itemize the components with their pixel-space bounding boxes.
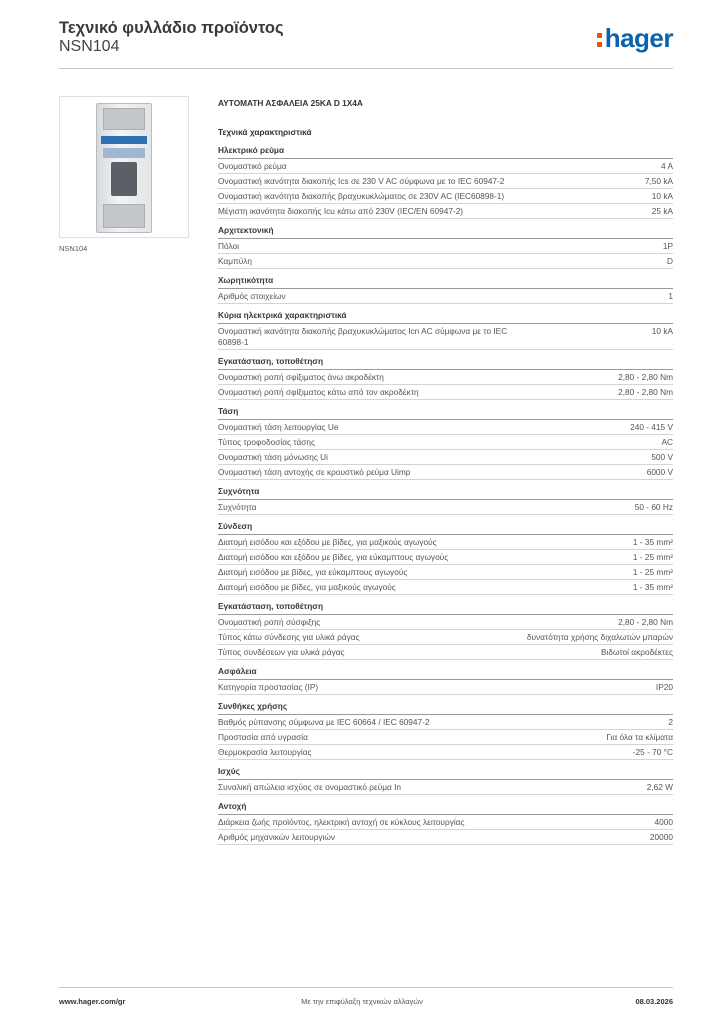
- spec-row: [218, 289, 673, 304]
- spec-label: Ονομαστική ικανότητα διακοπής βραχυκυκλώματος σε 230V AC (IEC60898-1): [218, 191, 505, 201]
- spec-row: [218, 780, 673, 795]
- image-caption: NSN104: [59, 244, 88, 253]
- spec-label: Καμπύλη: [218, 256, 253, 266]
- spec-content: [218, 96, 673, 845]
- spec-group-title: Τάση: [218, 406, 673, 420]
- spec-group: [218, 356, 673, 400]
- spec-value: Για όλα τα κλίματα: [606, 731, 673, 742]
- document-title: Τεχνικό φυλλάδιο προϊόντος: [59, 19, 284, 37]
- spec-value: 4000: [654, 816, 673, 827]
- footer-divider: [59, 987, 673, 988]
- spec-group: [218, 406, 673, 480]
- spec-group: [218, 225, 673, 269]
- footer-website: www.hager.com/gr: [59, 997, 126, 1006]
- spec-value: 6000 V: [646, 466, 673, 477]
- spec-group-title: Ασφάλεια: [218, 666, 673, 680]
- spec-group: [218, 666, 673, 695]
- spec-value: -25 - 70 °C: [632, 746, 673, 757]
- spec-label: Ονομαστική ροπή σφίξιματος κάτω από τον ακροδέκτη: [218, 386, 419, 397]
- spec-label: Τύπος κάτω σύνδεσης για υλικά ράγας: [218, 631, 360, 642]
- spec-row: [218, 189, 673, 204]
- spec-label: Συχνότητα: [218, 501, 257, 512]
- spec-row: [218, 465, 673, 480]
- spec-label: Μέγιστη ικανότητα διακοπής Icu κάτω από 230V (IEC/EN 60947-2): [218, 206, 464, 216]
- spec-label: Θερμοκρασία λειτουργίας: [218, 746, 312, 757]
- spec-row: [218, 385, 673, 400]
- spec-row: [218, 450, 673, 465]
- spec-label: Ονομαστικό ρεύμα: [218, 161, 287, 171]
- page-header: [59, 18, 673, 70]
- spec-label: Συναλική απώλεια ισχύος σε ονομαστικό ρεύμα In: [218, 781, 402, 792]
- spec-row: [218, 204, 673, 219]
- spec-value: AC: [661, 436, 673, 447]
- logo-text: hager: [604, 23, 673, 53]
- spec-label: Βαθμός ρύπανσης σύμφωνα με IEC 60664 / IEC 60947-2: [218, 716, 430, 727]
- spec-group: [218, 801, 673, 845]
- spec-value: 2,80 - 2,80 Nm: [618, 371, 673, 382]
- spec-group: [218, 701, 673, 760]
- spec-row: [218, 435, 673, 450]
- spec-row: [218, 830, 673, 845]
- spec-group-title: Συνθήκες χρήσης: [218, 701, 673, 715]
- spec-value: 2,62 W: [646, 781, 673, 792]
- spec-value: D: [667, 256, 673, 266]
- spec-row: [218, 630, 673, 645]
- spec-value: 1 - 35 mm²: [632, 581, 673, 592]
- spec-row: [218, 500, 673, 515]
- circuit-breaker-illustration: [96, 103, 152, 233]
- spec-group-title: Ισχύς: [218, 766, 673, 780]
- hager-logo: [597, 25, 673, 51]
- spec-value: IP20: [655, 681, 673, 692]
- spec-group: [218, 521, 673, 595]
- spec-value: Βιδωτοί ακροδέκτες: [601, 646, 673, 657]
- spec-value: 500 V: [651, 451, 673, 462]
- spec-label: Ονομαστική ικανότητα διακοπής βραχυκυκλώματος Icn AC σύμφωνα με το IEC 60898-1: [218, 326, 508, 347]
- spec-value: 25 kA: [651, 206, 673, 216]
- spec-group-title: Αρχιτεκτονική: [218, 225, 673, 239]
- spec-label: Διατομή εισόδου και εξόδου με βίδες, για μαξικούς αγωγούς: [218, 536, 437, 547]
- spec-label: Διατομή εισόδου με βίδες, για εύκαμπτους αγωγούς: [218, 566, 408, 577]
- spec-row: [218, 615, 673, 630]
- spec-row: [218, 645, 673, 660]
- spec-row: [218, 159, 673, 174]
- spec-row: [218, 565, 673, 580]
- spec-label: Κατηγορία προστασίας (IP): [218, 681, 319, 692]
- logo-dots-icon: [597, 25, 603, 51]
- spec-row: [218, 370, 673, 385]
- product-name: ΑΥΤΟΜΑΤΗ ΑΣΦΑΛΕΙΑ 25KA D 1X4A: [218, 98, 363, 108]
- spec-value: 50 - 60 Hz: [634, 501, 673, 512]
- spec-value: 1P: [662, 241, 673, 251]
- spec-group-title: Συχνότητα: [218, 486, 673, 500]
- spec-group-title: Χωρητικότητα: [218, 275, 673, 289]
- spec-label: Τύπος συνδέσεων για υλικά ράγας: [218, 646, 345, 657]
- spec-value: δυνατότητα χρήσης διχαλωτών μπαρών: [526, 631, 673, 642]
- spec-value: 2,80 - 2,80 Nm: [618, 386, 673, 397]
- spec-label: Αριθμός στοιχείων: [218, 291, 286, 301]
- spec-row: [218, 324, 673, 350]
- spec-row: [218, 535, 673, 550]
- spec-group: [218, 601, 673, 660]
- spec-label: Ονομαστική ικανότητα διακοπής Ics σε 230 V AC σύμφωνα με το IEC 60947-2: [218, 176, 505, 186]
- spec-label: Ονομαστική τάση λειτουργίας Ue: [218, 421, 339, 432]
- header-divider: [59, 68, 673, 69]
- spec-label: Προστασία από υγρασία: [218, 731, 308, 742]
- spec-row: [218, 254, 673, 269]
- spec-group: [218, 145, 673, 219]
- spec-value: 7,50 kA: [644, 176, 673, 186]
- spec-value: 10 kA: [651, 326, 673, 336]
- product-image: [59, 96, 189, 238]
- spec-value: 1 - 25 mm²: [632, 551, 673, 562]
- spec-label: Αριθμός μηχανικών λειτουργιών: [218, 831, 336, 842]
- spec-group-title: Σύνδεση: [218, 521, 673, 535]
- spec-group: [218, 766, 673, 795]
- spec-group-title: Εγκατάσταση, τοποθέτηση: [218, 601, 673, 615]
- spec-value: 20000: [649, 831, 673, 842]
- spec-value: 4 A: [661, 161, 673, 171]
- spec-row: [218, 239, 673, 254]
- spec-label: Ονομαστική ροπή σφίξιματος άνω ακροδέκτη: [218, 371, 384, 382]
- spec-value: 1 - 25 mm²: [632, 566, 673, 577]
- spec-row: [218, 730, 673, 745]
- spec-group: [218, 310, 673, 350]
- spec-row: [218, 174, 673, 189]
- spec-label: Ονομαστική τάση μόνωσης Ui: [218, 451, 328, 462]
- spec-label: Διάρκεια ζωής προϊόντος, ηλεκτρική αντοχή σε κύκλους λειτουργίας: [218, 816, 465, 827]
- spec-value: 10 kA: [651, 191, 673, 201]
- spec-value: 1 - 35 mm²: [632, 536, 673, 547]
- spec-groups: [218, 145, 673, 845]
- spec-group: [218, 275, 673, 304]
- spec-value: 2,80 - 2,80 Nm: [618, 616, 673, 627]
- spec-value: 240 - 415 V: [630, 421, 673, 432]
- spec-group-title: Εγκατάσταση, τοποθέτηση: [218, 356, 673, 370]
- spec-group-title: Κύρια ηλεκτρικά χαρακτηριστικά: [218, 310, 673, 324]
- product-code: NSN104: [59, 38, 120, 55]
- spec-row: [218, 580, 673, 595]
- section-heading: Τεχνικά χαρακτηριστικά: [218, 127, 312, 137]
- spec-label: Πόλοι: [218, 241, 239, 251]
- spec-row: [218, 420, 673, 435]
- spec-group: [218, 486, 673, 515]
- spec-label: Ονομαστική ροπή σύσφιξης: [218, 616, 321, 627]
- footer-date: 08.03.2026: [635, 997, 673, 1006]
- spec-label: Τύπος τροφοδοσίας τάσης: [218, 436, 316, 447]
- spec-row: [218, 815, 673, 830]
- spec-row: [218, 550, 673, 565]
- spec-group-title: Ηλεκτρικό ρεύμα: [218, 145, 673, 159]
- spec-row: [218, 680, 673, 695]
- spec-value: 2: [668, 716, 673, 727]
- spec-label: Διατομή εισόδου και εξόδου με βίδες, για εύκαμπτους αγωγούς: [218, 551, 449, 562]
- spec-value: 1: [668, 291, 673, 301]
- spec-row: [218, 715, 673, 730]
- spec-label: Ονομαστική τάση αντοχής σε κρουστικό ρεύμα Uimp: [218, 466, 411, 477]
- spec-group-title: Αντοχή: [218, 801, 673, 815]
- spec-label: Διατομή εισόδου με βίδες, για μαξικούς αγωγούς: [218, 581, 396, 592]
- footer-notice: Με την επιφύλαξη τεχνικών αλλαγών: [301, 997, 423, 1006]
- spec-row: [218, 745, 673, 760]
